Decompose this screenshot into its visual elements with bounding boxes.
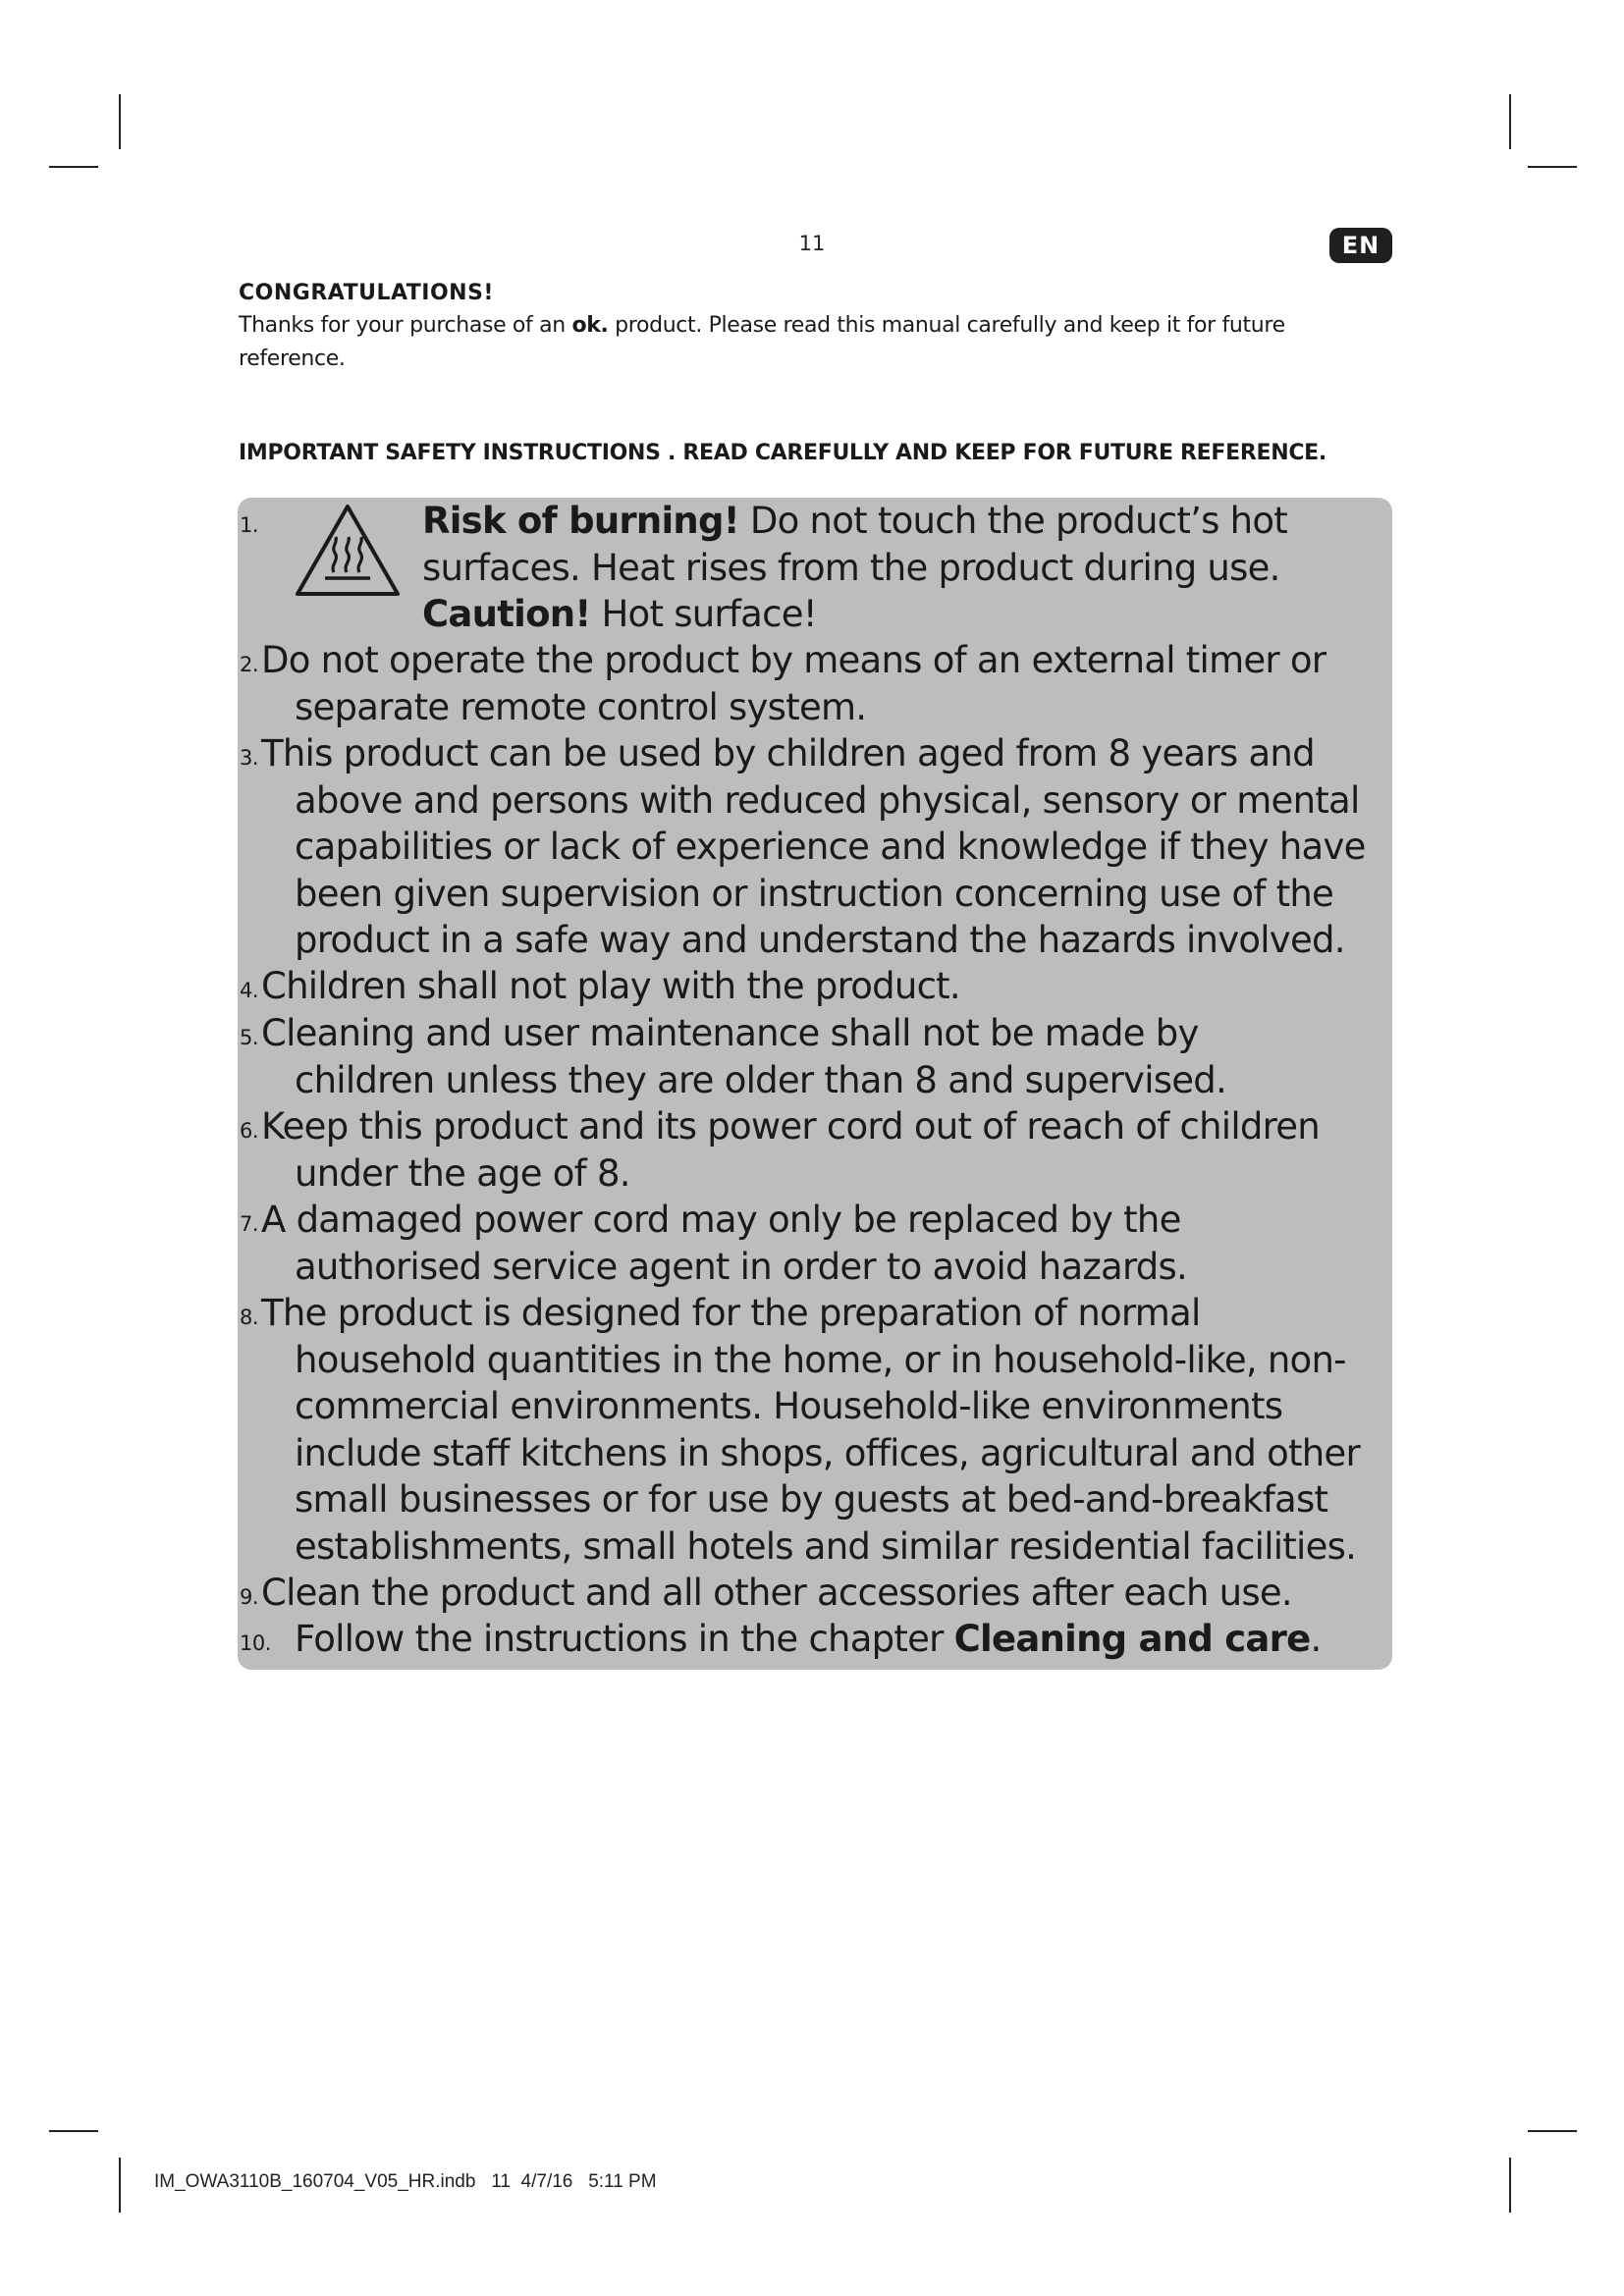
item-number: 6. — [240, 1119, 259, 1143]
item-line: children unless they are older than 8 and supervised. — [295, 1058, 1227, 1101]
item-line: product in a safe way and understand the hazards involved. — [295, 919, 1345, 961]
caution-label: Caution! — [422, 593, 591, 635]
intro-text: product. Please read this manual carefully and keep it for future reference. — [239, 313, 1285, 371]
item-number: 9. — [240, 1585, 259, 1609]
item-line: small businesses or for use by guests at bed-and-breakfast — [295, 1478, 1328, 1521]
item-number: 4. — [240, 979, 259, 1002]
item-text — [422, 498, 1287, 638]
item-number: 1. — [240, 513, 259, 537]
item-line: Do not touch the product’s hot — [738, 500, 1287, 542]
item-text — [261, 1290, 1360, 1570]
crop-mark — [119, 2158, 121, 2213]
intro-paragraph — [239, 309, 1348, 376]
item-line: Cleaning and user maintenance shall not be made by — [261, 1012, 1199, 1054]
crop-mark — [1528, 2130, 1577, 2132]
item-line: surfaces. Heat rises from the product during use. — [422, 546, 1280, 589]
item-line: Clean the product and all other accessories after each use. — [261, 1572, 1292, 1614]
intro-text: Thanks for your purchase of an — [239, 313, 572, 338]
item-line: been given supervision or instruction concerning use of the — [295, 872, 1334, 915]
safety-instructions-box — [238, 498, 1392, 1670]
item-number: 8. — [240, 1306, 259, 1329]
chapter-reference: Cleaning and care — [953, 1618, 1311, 1660]
item-line: under the age of 8. — [295, 1151, 630, 1195]
item-line: capabilities or lack of experience and knowledge if they have — [295, 826, 1366, 868]
crop-mark — [1509, 2158, 1511, 2213]
risk-label: Risk of burning! — [422, 500, 739, 542]
crop-mark — [49, 2130, 98, 2132]
item-line: household quantities in the home, or in household-like, non- — [295, 1338, 1346, 1381]
item-line: . — [1310, 1618, 1322, 1660]
item-number: 3. — [240, 746, 259, 770]
item-line: establishments, small hotels and similar residential facilities. — [295, 1524, 1357, 1568]
item-line: Children shall not play with the product. — [261, 965, 960, 1007]
language-badge: EN — [1329, 228, 1392, 263]
item-text — [261, 1103, 1320, 1197]
item-line: separate remote control system. — [295, 685, 867, 728]
item-number: 10. — [240, 1631, 271, 1655]
item-number: 5. — [240, 1026, 259, 1049]
item-line: include staff kitchens in shops, offices, agricultural and other — [295, 1431, 1360, 1474]
congratulations-title: CONGRATULATIONS! — [239, 281, 494, 305]
item-text — [261, 637, 1326, 730]
hot-surface-warning-icon — [293, 502, 403, 600]
item-number: 2. — [240, 653, 259, 676]
item-text — [261, 730, 1366, 964]
item-number: 7. — [240, 1212, 259, 1236]
item-text — [261, 1197, 1187, 1290]
item-line: Hot surface! — [590, 593, 817, 635]
item-text — [295, 1616, 1321, 1663]
item-line: Follow the instructions in the chapter — [295, 1618, 954, 1660]
item-line: The product is designed for the preparation of normal — [261, 1292, 1201, 1334]
item-line: above and persons with reduced physical, sensory or mental — [295, 778, 1360, 822]
brand-name: ok. — [571, 313, 609, 338]
item-line: commercial environments. Household-like environments — [295, 1385, 1283, 1427]
item-line: authorised service agent in order to avoid hazards. — [295, 1245, 1188, 1288]
print-file-info: IM_OWA3110B_160704_V05_HR.indb 11 4/7/16 5:11 PM — [154, 2171, 657, 2192]
page-number: 11 — [798, 232, 826, 255]
crop-mark — [119, 94, 121, 149]
crop-mark — [49, 166, 98, 168]
item-line: This product can be used by children aged from 8 years and — [261, 732, 1315, 774]
crop-mark — [1509, 94, 1511, 149]
item-line: Keep this product and its power cord out of reach of children — [261, 1105, 1320, 1148]
item-line: Do not operate the product by means of an external timer or — [261, 639, 1326, 681]
safety-heading: IMPORTANT SAFETY INSTRUCTIONS . READ CAREFULLY AND KEEP FOR FUTURE REFERENCE. — [239, 441, 1326, 465]
item-text — [261, 1010, 1226, 1103]
item-line: A damaged power cord may only be replaced by the — [261, 1199, 1181, 1241]
item-text — [261, 1570, 1292, 1617]
crop-mark — [1528, 166, 1577, 168]
item-text — [261, 963, 960, 1010]
